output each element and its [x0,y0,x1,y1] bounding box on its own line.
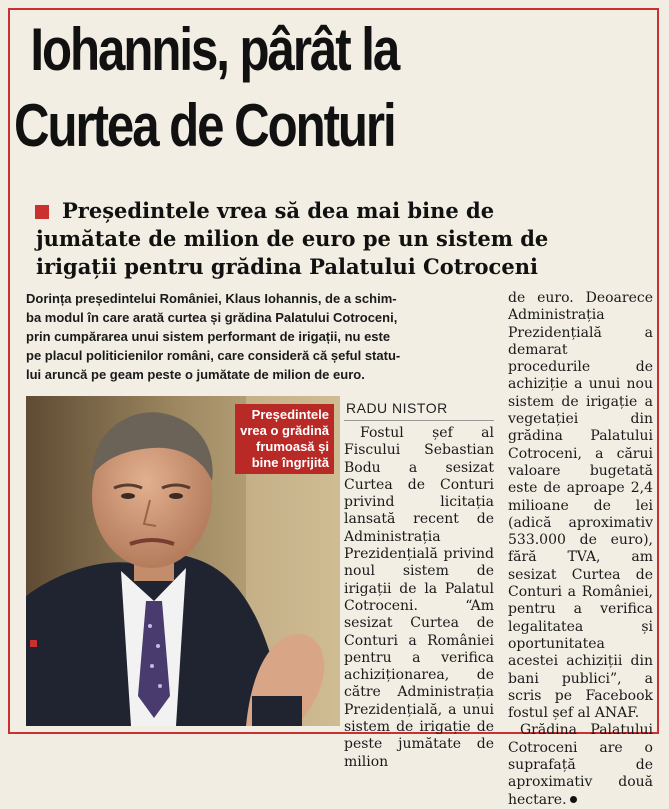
end-of-article-icon [570,796,577,803]
byline-divider [344,420,494,421]
body-paragraph-text: Grădina Palatului Cotroceni are o suprafață de aproximativ două hectare. [508,722,653,808]
lead-line: prin cumpărarea unui sistem performant de irigații, nu este [26,329,391,344]
headline-line-1: Iohannis, pârât la [30,16,399,83]
lead-line: Dorința președintelui României, Klaus Iohannis, de a schim- [26,291,397,306]
subhead-line-2: jumătate de milion de euro pe un sistem de [36,226,549,251]
body-paragraph-final [508,722,653,808]
subhead-line-1: Președintele vrea să dea mai bine de [62,198,495,223]
body-paragraph: de euro. Deoarece Administrația Prezidențială a demarat procedurile de achiziție a unui nou sistem de irigație a vegetației din grădina Palatului Cotroceni, a cărui valoare bugetată este de aproape 2,4 milioane de lei (adică aproximativ 533.000 de euro), fără TVA, am sesizat Curtea de Conturi a României, pentru a verifica legalitatea și oportunitatea acestei achiziții din bani publici”, a scris pe Facebook fostul șef al ANAF. [508,290,653,722]
headline-line-2: Curtea de Conturi [14,92,395,159]
subhead-line-3: irigații pentru grădina Palatului Cotroceni [36,254,538,279]
lead-line: pe placul politicienilor români, care consideră că șeful statu- [26,348,401,363]
body-column-2 [508,290,653,809]
caption-line: Președintele [251,407,329,422]
author-byline: RADU NISTOR [346,400,448,416]
body-paragraph: Fostul șef al Fiscului Sebastian Bodu a sesizat Curtea de Conturi privind licitația lansată recent de Administrația Prezidențială privind noul sistem de irigații de la Palatul Cotroceni. “Am sesizat Curtea de Conturi a României pentru a verifica achiziționarea, de către Administrația Prezidențială, a unui sistem de irigație de peste jumătate de milion [344,425,494,770]
president-photo [26,396,340,726]
lead-line: ba modul în care arată curtea și grădina Palatului Cotroceni, [26,310,398,325]
lead-line: lui aruncă pe geam peste o jumătate de milion de euro. [26,367,365,382]
caption-line: bine îngrijită [251,455,329,470]
subheadline [0,0,669,300]
caption-line: frumoasă și [256,439,329,454]
caption-line: vrea o grădină [240,423,329,438]
photo-caption [235,404,334,474]
body-column-1 [344,425,494,771]
